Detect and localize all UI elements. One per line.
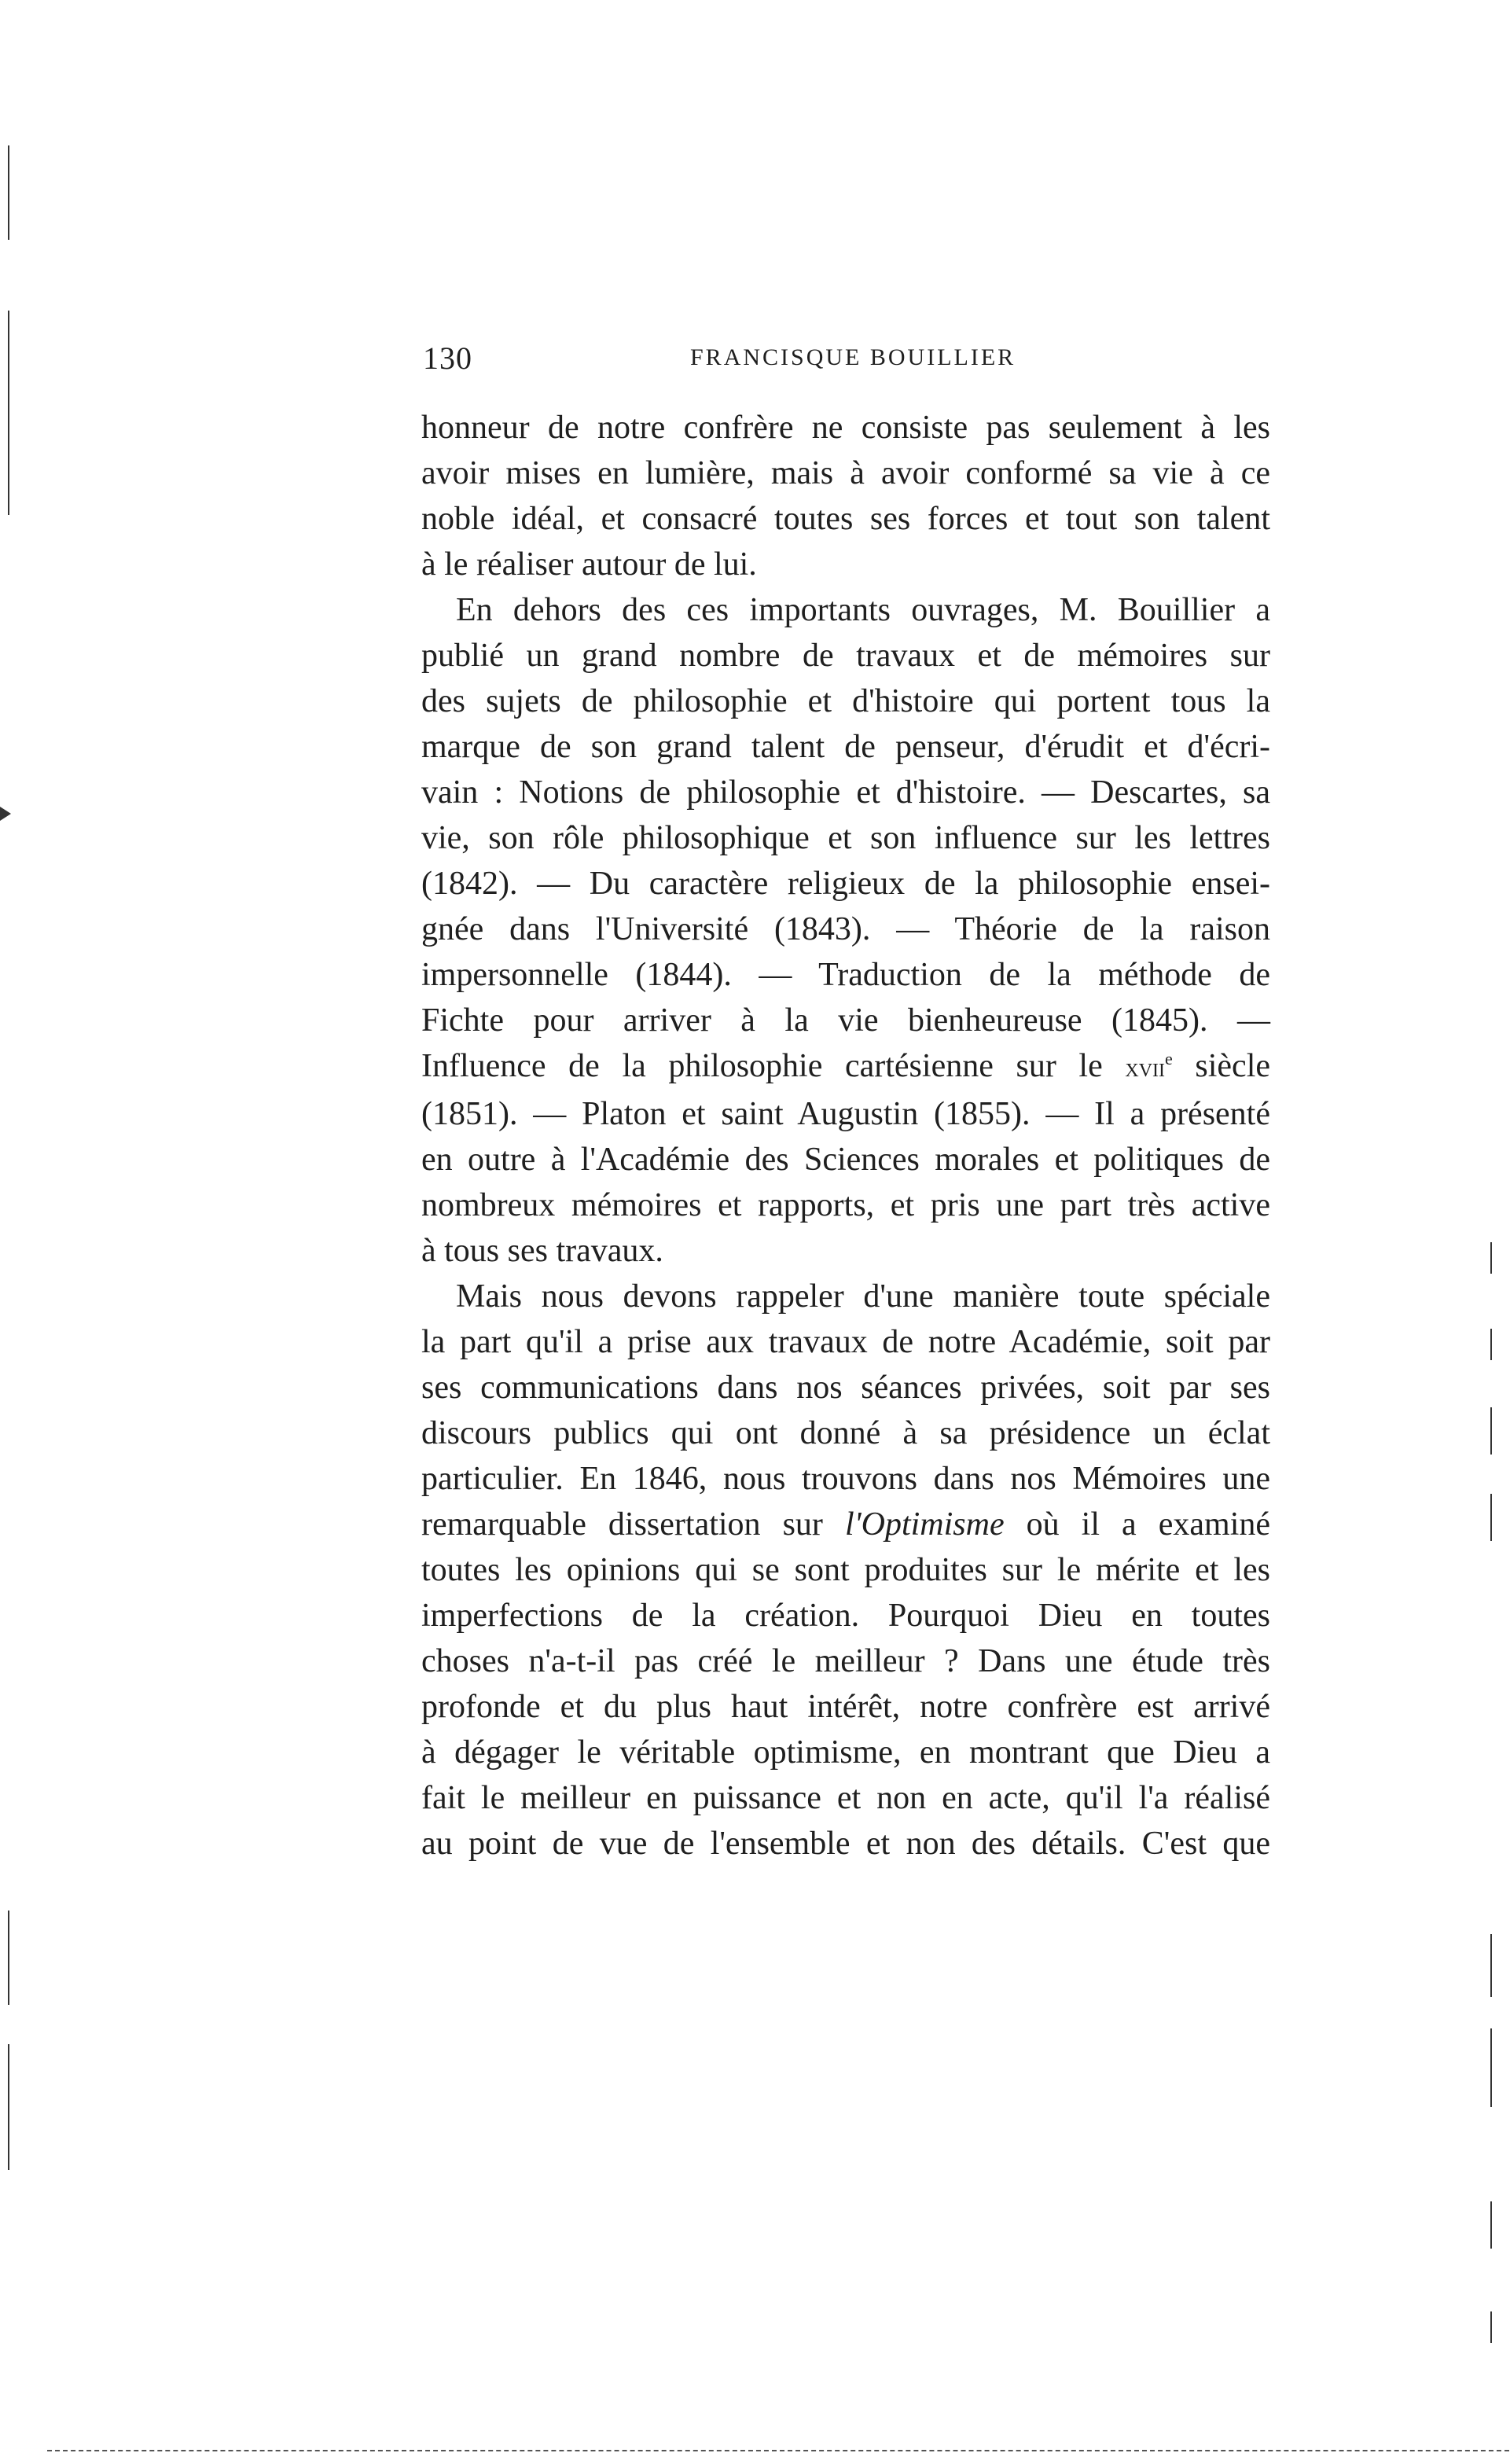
text-line: la part qu'il a prise aux travaux de notre Académie, soit par <box>421 1324 1270 1360</box>
paragraph-3 <box>421 1274 1270 1866</box>
right-margin-mark <box>1490 1934 1492 1997</box>
text-line: impersonnelle (1844). — Traduction de la méthode de <box>421 957 1270 993</box>
text-line: ses communications dans nos séances privées, soit par ses <box>421 1370 1270 1406</box>
left-margin-mark <box>8 1911 9 2005</box>
left-margin-mark <box>8 2044 9 2170</box>
text-line: discours publics qui ont donné à sa présidence un éclat <box>421 1415 1270 1451</box>
right-margin-mark <box>1490 2311 1492 2343</box>
text-line: profonde et du plus haut intérêt, notre confrère est arrivé <box>421 1689 1270 1725</box>
text-line-century <box>421 1043 1270 1091</box>
running-head-title: FRANCISQUE BOUILLIER <box>690 344 1016 370</box>
text-line: à tous ses travaux. <box>421 1233 663 1269</box>
text-line: choses n'a-t-il pas créé le meilleur ? Dans une étude très <box>421 1643 1270 1679</box>
right-margin-mark <box>1490 2028 1492 2107</box>
text-line: En dehors des ces importants ouvrages, M. Bouillier a <box>456 592 1270 628</box>
bottom-scan-edge <box>47 2450 1509 2453</box>
text-line: noble idéal, et consacré toutes ses forces et tout son talent <box>421 501 1270 537</box>
right-margin-mark <box>1490 1242 1492 1274</box>
paragraph-1 <box>421 405 1270 587</box>
italic-title: l'Optimisme <box>844 1506 1005 1543</box>
text-line: imperfections de la création. Pourquoi Dieu en toutes <box>421 1598 1270 1634</box>
paragraph-2 <box>421 587 1270 1274</box>
century-text-before: Influence de la philosophie cartésienne sur le <box>421 1048 1126 1084</box>
left-margin-mark <box>8 311 9 515</box>
text-line: (1842). — Du caractère religieux de la philosophie ensei- <box>421 866 1270 902</box>
page-number: 130 <box>423 340 472 376</box>
text-line: Fichte pour arriver à la vie bienheureuse (1845). — <box>421 1002 1270 1039</box>
text-line: vain : Notions de philosophie et d'histoire. — Descartes, sa <box>421 774 1270 811</box>
right-margin-mark <box>1490 1407 1492 1454</box>
body-text <box>421 405 1270 1866</box>
left-margin-mark <box>8 145 9 240</box>
text-line: au point de vue de l'ensemble et non des détails. C'est que <box>421 1826 1270 1862</box>
text-line: nombreux mémoires et rapports, et pris une part très active <box>421 1187 1270 1223</box>
text-line: publié un grand nombre de travaux et de mémoires sur <box>421 638 1270 674</box>
text-line: particulier. En 1846, nous trouvons dans nos Mémoires une <box>421 1461 1270 1497</box>
text-line: toutes les opinions qui se sont produites sur le mérite et les <box>421 1552 1270 1588</box>
text-line: des sujets de philosophie et d'histoire qui portent tous la <box>421 683 1270 719</box>
italic-text-after: où il a examiné <box>1004 1506 1271 1543</box>
text-line-italic <box>421 1502 1270 1547</box>
century-text-after: siècle <box>1172 1048 1271 1084</box>
right-margin-mark <box>1490 2201 1492 2249</box>
text-line: fait le meilleur en puissance et non en acte, qu'il l'a réalisé <box>421 1780 1270 1816</box>
century-superscript: e <box>1165 1049 1173 1068</box>
left-margin-arrow <box>0 807 11 821</box>
text-line: gnée dans l'Université (1843). — Théorie de la raison <box>421 911 1270 947</box>
text-line: à dégager le véritable optimisme, en montrant que Dieu a <box>421 1734 1270 1771</box>
text-line: avoir mises en lumière, mais à avoir conformé sa vie à ce <box>421 455 1270 491</box>
right-margin-mark <box>1490 1329 1492 1360</box>
text-line: en outre à l'Académie des Sciences morales et politiques de <box>421 1142 1270 1178</box>
text-line: Mais nous devons rappeler d'une manière toute spéciale <box>456 1278 1270 1315</box>
century-numeral: xvii <box>1125 1054 1166 1083</box>
text-line: marque de son grand talent de penseur, d'érudit et d'écri- <box>421 729 1270 765</box>
text-line: (1851). — Platon et saint Augustin (1855). — Il a présenté <box>421 1096 1270 1132</box>
right-margin-mark <box>1490 1494 1492 1541</box>
running-head <box>423 340 1269 387</box>
text-line: à le réaliser autour de lui. <box>421 546 757 583</box>
text-line: vie, son rôle philosophique et son influence sur les lettres <box>421 820 1270 856</box>
text-line: honneur de notre confrère ne consiste pas seulement à les <box>421 410 1270 446</box>
italic-text-before: remarquable dissertation sur <box>421 1506 845 1543</box>
